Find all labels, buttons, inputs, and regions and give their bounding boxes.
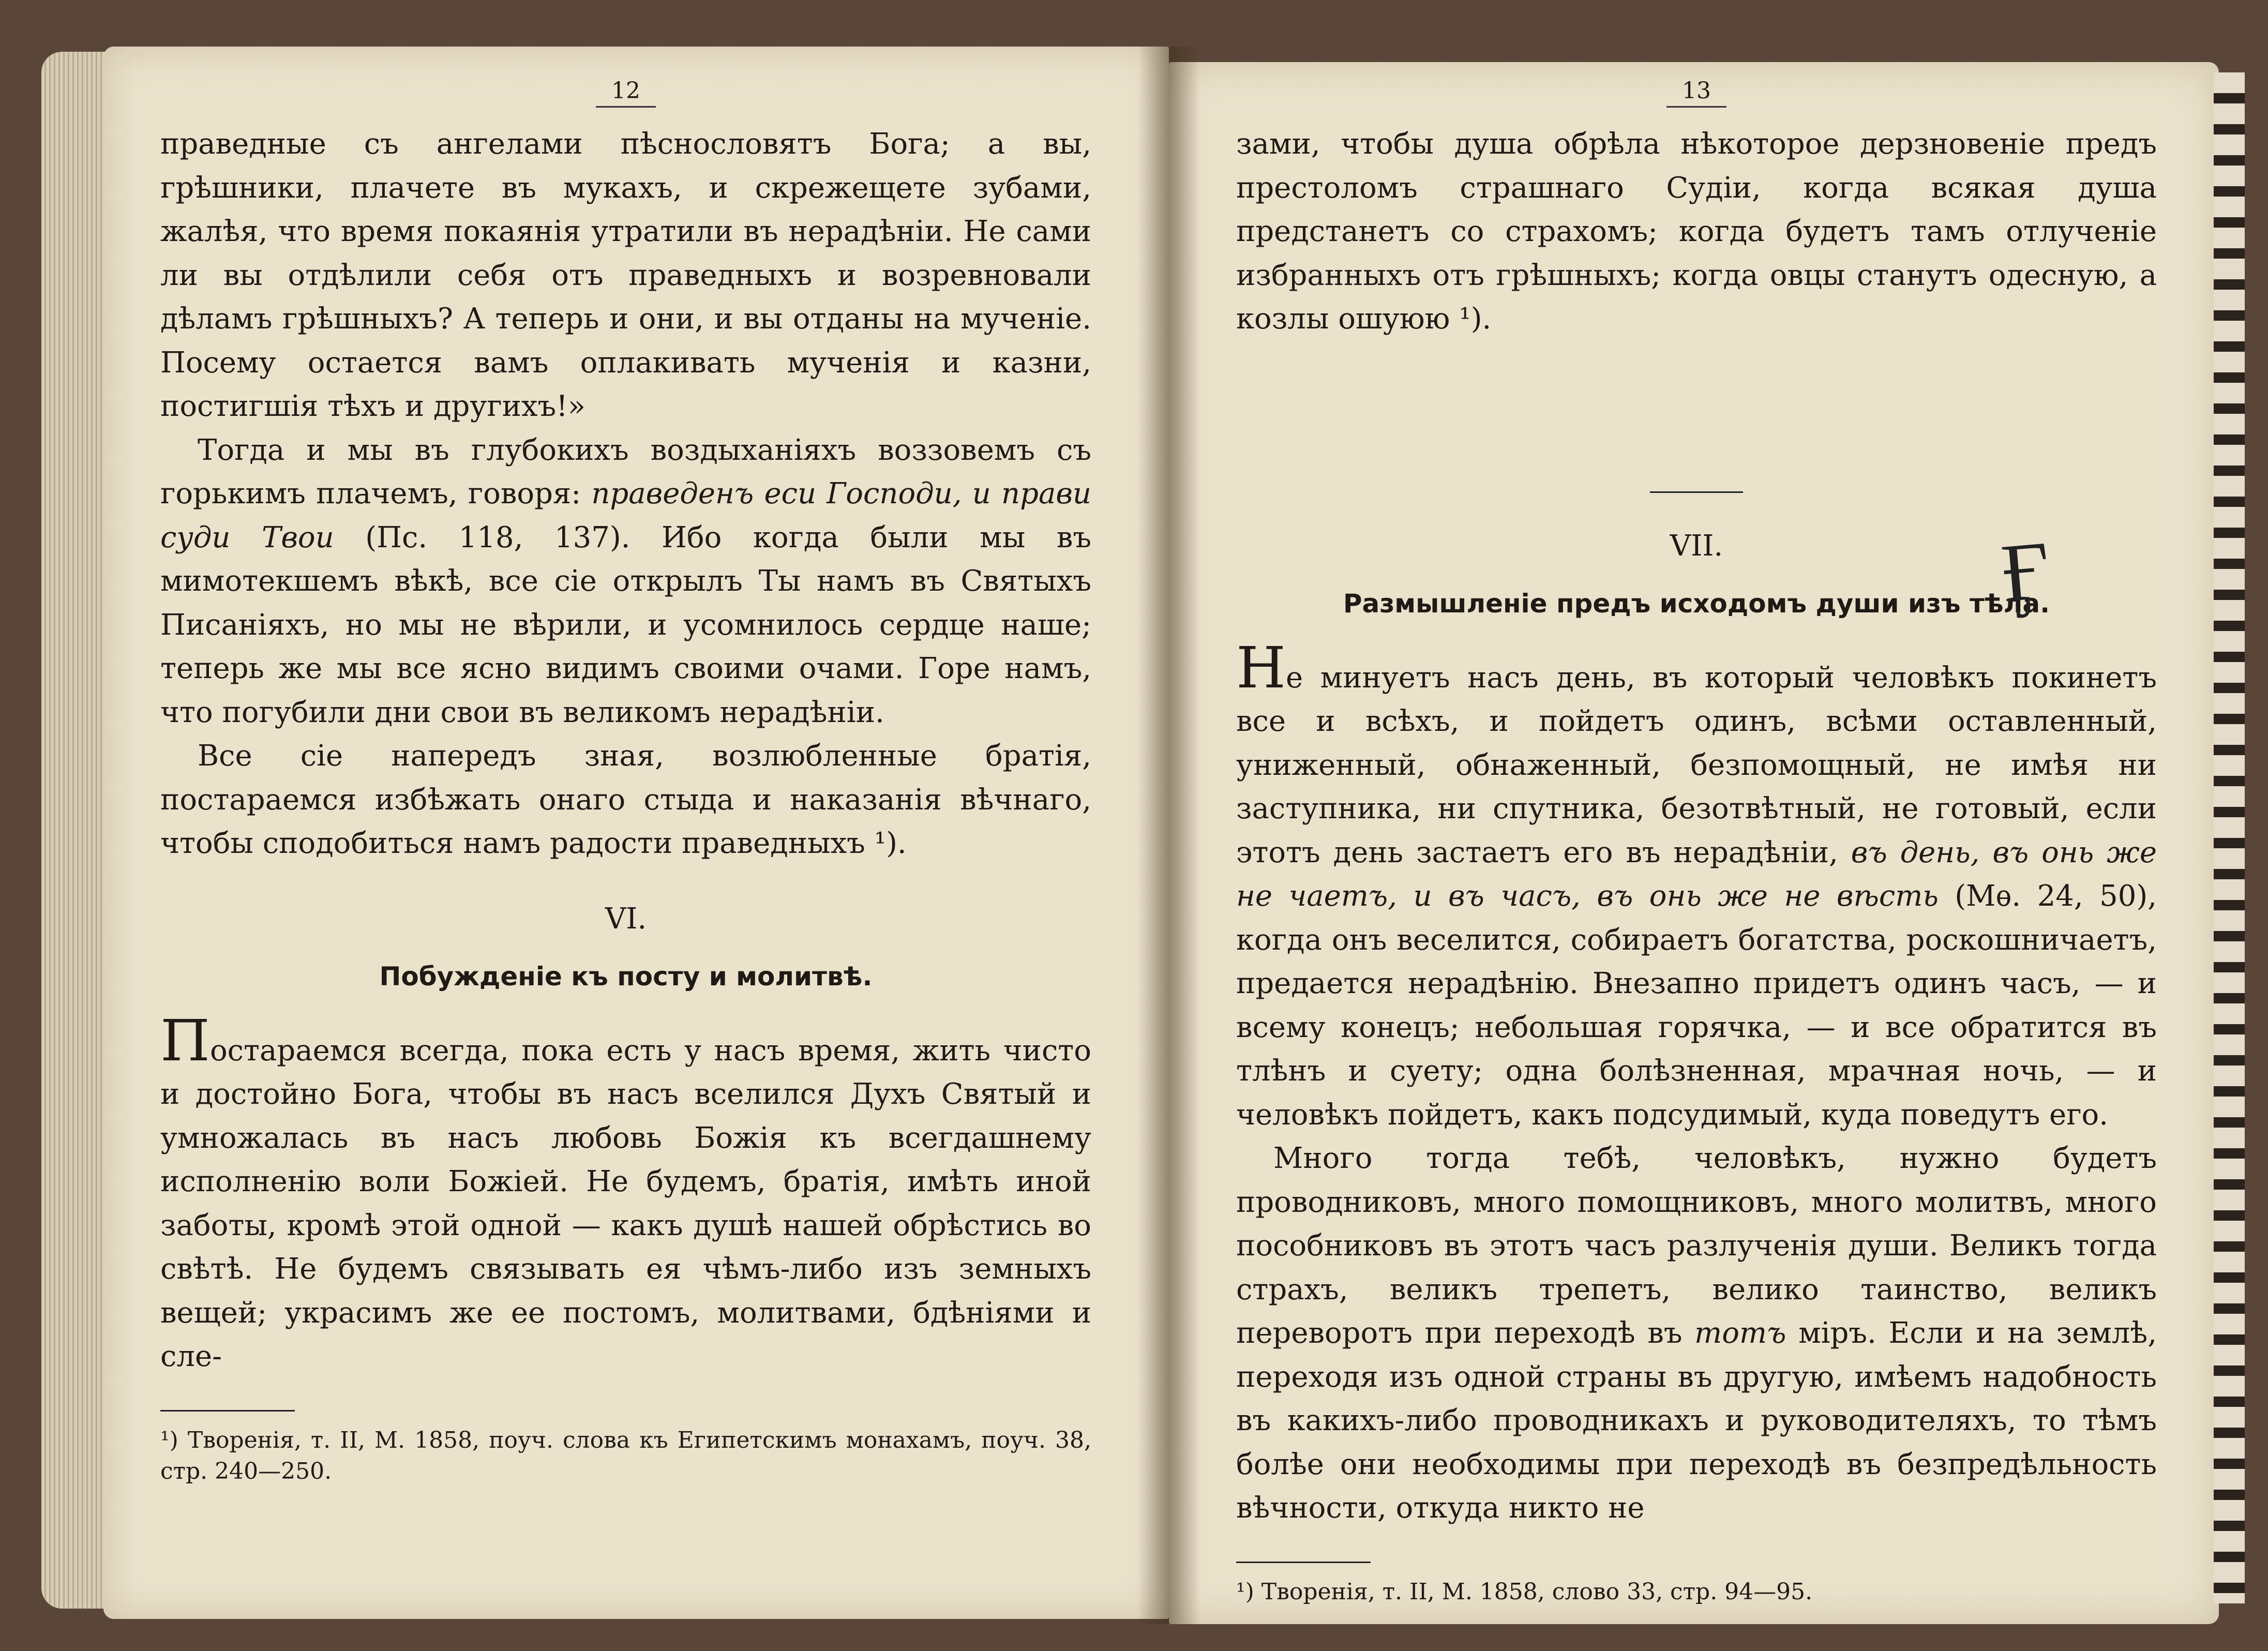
footnote: ¹) Творенія, т. II, М. 1858, слово 33, стр. 94—95. [1236, 1578, 1813, 1605]
footnote-divider [160, 1410, 295, 1412]
paragraph: Все сіе напередъ зная, возлюбленные братія, постараемся избѣжать онаго стыда и наказанія вѣчнаго, чтобы сподобиться намъ радости праведныхъ ¹). [160, 739, 1091, 860]
section-rule [1650, 491, 1743, 493]
book-gutter [1138, 47, 1200, 1624]
footnote-divider [1236, 1562, 1371, 1563]
page-number: 12 [160, 78, 1091, 104]
section-number: VI. [605, 902, 647, 936]
section-title: Размышленіе предъ исходомъ души изъ тѣла. [1343, 588, 2050, 619]
paragraph: праведные съ ангелами пѣснословятъ Бога; а вы, грѣшники, плачете въ мукахъ, и скрежещете зубами, жалѣя, что время покаянія утратили въ нерадѣніи. Не сами ли вы отдѣлили себя отъ праведныхъ и возревновали дѣламъ грѣшныхъ? А теперь и они, и вы отданы на мученіе. Посему остается вамъ оплакивать мученія и казни, постигшія тѣхъ и другихъ!» [160, 127, 1091, 423]
right-page-text [1236, 78, 2157, 1608]
handwritten-marginal-note: Ӻ [1997, 520, 2054, 621]
footnote: ¹) Творенія, т. II, М. 1858, поуч. слова къ Египетскимъ монахамъ, поуч. 38, стр. 240—250. [160, 1427, 1091, 1484]
section-title: Побужденіе къ посту и молитвѣ. [379, 961, 873, 992]
paragraph: Много тогда тебѣ, человѣкъ, нужно будетъ проводниковъ, много помощниковъ, много молитвъ, много пособниковъ въ этотъ часъ разлученія души. Великъ тогда страхъ, великъ трепетъ, велико таинство, великъ переворотъ при переходѣ въ тотъ міръ. Если и на землѣ, переходя изъ одной страны въ другую, имѣемъ надобность въ какихъ-либо проводникахъ и руководителяхъ, то тѣмъ болѣе они необходимы при переходѣ въ безпредѣльность вѣчности, откуда никто не [1236, 1142, 2157, 1525]
left-page-text [160, 78, 1091, 1487]
drop-cap: Н [1236, 634, 1286, 701]
paragraph: Тогда и мы въ глубокихъ воздыханіяхъ воззовемъ съ горькимъ плачемъ, говоря: праведенъ еси Господи, и прави суди Твои (Пс. 118, 137). Ибо когда были мы въ мимотекшемъ вѣкѣ, все сіе открылъ Ты намъ въ Святыхъ Писаніяхъ, но мы не вѣрили, и усомнилось сердце наше; теперь же мы все ясно видимъ своими очами. Горе намъ, что погубили дни свои въ великомъ нерадѣніи. [160, 433, 1091, 729]
emphasis: тотъ [1694, 1316, 1786, 1350]
section-number: VII. [1670, 529, 1723, 563]
page-edges [41, 52, 114, 1609]
drop-cap: П [160, 1007, 210, 1074]
paragraph: зами, чтобы душа обрѣла нѣкоторое дерзновеніе предъ престоломъ страшнаго Судіи, когда всякая душа предстанетъ со страхомъ; когда будетъ тамъ отлученіе избранныхъ отъ грѣшныхъ; когда овцы станутъ одесную, а козлы ошуюю ¹). [1236, 127, 2157, 336]
page-number: 13 [1236, 78, 2157, 104]
paragraph: Постараемся всегда, пока есть у насъ время, жить чисто и достойно Бога, чтобы въ насъ вселился Духъ Святый и умножалась въ насъ любовь Божія къ всегдашнему исполненію воли Божіей. Не будемъ, братія, имѣть иной заботы, кромѣ этой одной — какъ душѣ нашей обрѣстись во свѣтѣ. Не будемъ связывать ея чѣмъ-либо изъ земныхъ вещей; украсимъ же ее постомъ, молитвами, бдѣніями и сле- [160, 1007, 1091, 1373]
right-spine-edge [2214, 72, 2245, 1603]
scripture-quote: праведенъ еси Господи, и прави суди Твои [160, 477, 1091, 554]
paragraph: Не минуетъ насъ день, въ который человѣкъ покинетъ все и всѣхъ, и пойдетъ одинъ, всѣми оставленный, униженный, обнаженный, безпомощный, не имѣя ни заступника, ни спутника, безотвѣтный, не готовый, если этотъ день застаетъ его въ нерадѣніи, въ день, въ онь же не чаетъ, и въ часъ, въ онь же не вѣсть (Мѳ. 24, 50), когда онъ веселится, собираетъ богатства, роскошничаетъ, предается нерадѣнію. Внезапно придетъ одинъ часъ, — и всему конецъ; небольшая горячка, — и все обратится въ тлѣнъ и суету; одна болѣзненная, мрачная ночь, — и человѣкъ пойдетъ, какъ подсудимый, куда поведутъ его. [1236, 634, 2157, 1132]
scripture-quote: въ день, въ онь же не чаетъ, и въ часъ, въ онь же не вѣсть [1236, 835, 2157, 913]
